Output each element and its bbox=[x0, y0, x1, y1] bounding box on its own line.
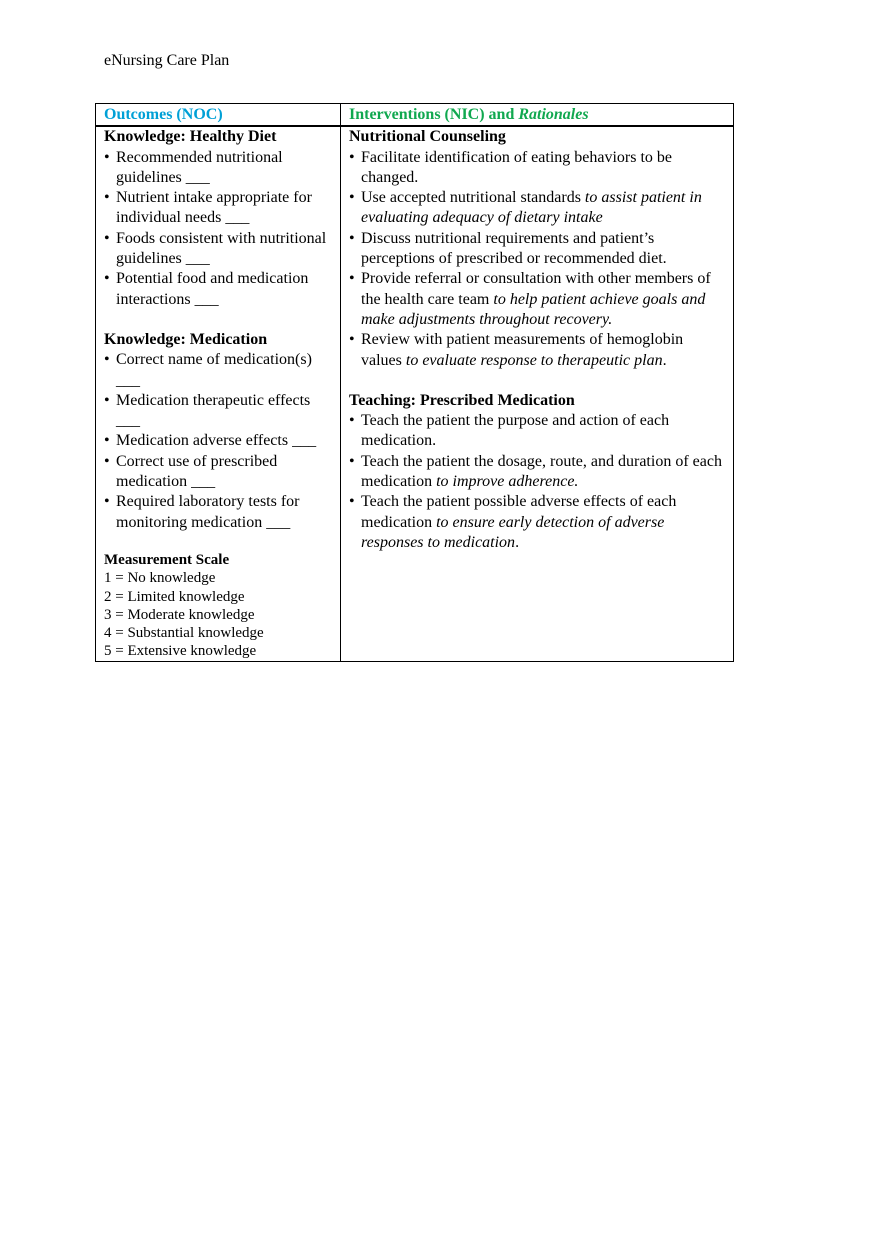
list-item: • Teach the patient the dosage, route, and duration of each medication to improve adherence. bbox=[349, 452, 733, 493]
scale-level: 1 = No knowledge bbox=[104, 570, 216, 587]
measurement-scale bbox=[104, 551, 340, 661]
teaching-medication-title: Teaching: Prescribed Medication bbox=[349, 391, 575, 409]
list-item: • Correct use of prescribed medication ___ bbox=[104, 452, 340, 493]
list-item: • Required laboratory tests for monitoring medication ___ bbox=[104, 492, 340, 533]
outcomes-column-header: Outcomes (NOC) bbox=[96, 104, 341, 127]
list-item: • Foods consistent with nutritional guidelines ___ bbox=[104, 229, 340, 270]
list-item: • Medication adverse effects ___ bbox=[104, 431, 340, 451]
scale-level: 5 = Extensive knowledge bbox=[104, 643, 257, 660]
rationale-text: to improve adherence. bbox=[436, 473, 579, 491]
teaching-medication-list bbox=[349, 411, 733, 553]
rationale-text: to help patient achieve goals and make adjustments throughout recovery. bbox=[361, 290, 706, 328]
list-item: • Recommended nutritional guidelines ___ bbox=[104, 148, 340, 189]
healthy-diet-title: Knowledge: Healthy Diet bbox=[104, 128, 277, 146]
interventions-column-header bbox=[341, 104, 734, 127]
outcomes-cell bbox=[96, 126, 341, 661]
medication-knowledge-title: Knowledge: Medication bbox=[104, 330, 268, 348]
list-item: • Review with patient measurements of hemoglobin values to evaluate response to therapeutic plan. bbox=[349, 330, 733, 371]
list-item: • Medication therapeutic effects ___ bbox=[104, 391, 340, 432]
list-item: • Teach the patient possible adverse effects of each medication to ensure early detection of adverse responses to medication. bbox=[349, 492, 733, 553]
list-item: • Facilitate identification of eating behaviors to be changed. bbox=[349, 148, 733, 189]
scale-level: 4 = Substantial knowledge bbox=[104, 625, 264, 642]
nutritional-counseling-title: Nutritional Counseling bbox=[349, 128, 506, 146]
rationale-text: to evaluate response to therapeutic plan bbox=[405, 351, 663, 369]
list-item: • Provide referral or consultation with other members of the health care team to help patient achieve goals and make adjustments throughout recovery. bbox=[349, 269, 733, 330]
nutritional-counseling-list bbox=[349, 148, 733, 371]
medication-knowledge-list bbox=[104, 350, 340, 533]
scale-level: 3 = Moderate knowledge bbox=[104, 606, 255, 623]
list-item: • Nutrient intake appropriate for individual needs ___ bbox=[104, 188, 340, 229]
healthy-diet-list bbox=[104, 148, 340, 310]
list-item: • Potential food and medication interactions ___ bbox=[104, 269, 340, 310]
table-body-row bbox=[96, 126, 734, 661]
page-header-title: eNursing Care Plan bbox=[104, 52, 230, 69]
interventions-header-label: Interventions (NIC) and bbox=[349, 106, 515, 123]
rationale-text: to assist patient in evaluating adequacy of dietary intake bbox=[361, 189, 702, 227]
list-item: • Teach the patient the purpose and action of each medication. bbox=[349, 411, 733, 452]
list-item: • Discuss nutritional requirements and patient’s perceptions of prescribed or recommended diet. bbox=[349, 229, 733, 270]
rationales-header-label: Rationales bbox=[518, 106, 589, 123]
table-header-row bbox=[96, 104, 734, 127]
scale-level: 2 = Limited knowledge bbox=[104, 588, 245, 605]
list-item: • Use accepted nutritional standards to assist patient in evaluating adequacy of dietary intake bbox=[349, 188, 733, 229]
interventions-cell bbox=[341, 126, 734, 661]
rationale-text: to ensure early detection of adverse responses to medication bbox=[361, 513, 665, 551]
measurement-scale-title: Measurement Scale bbox=[104, 551, 230, 568]
list-item: • Correct name of medication(s) ___ bbox=[104, 350, 340, 391]
care-plan-table bbox=[95, 103, 734, 662]
